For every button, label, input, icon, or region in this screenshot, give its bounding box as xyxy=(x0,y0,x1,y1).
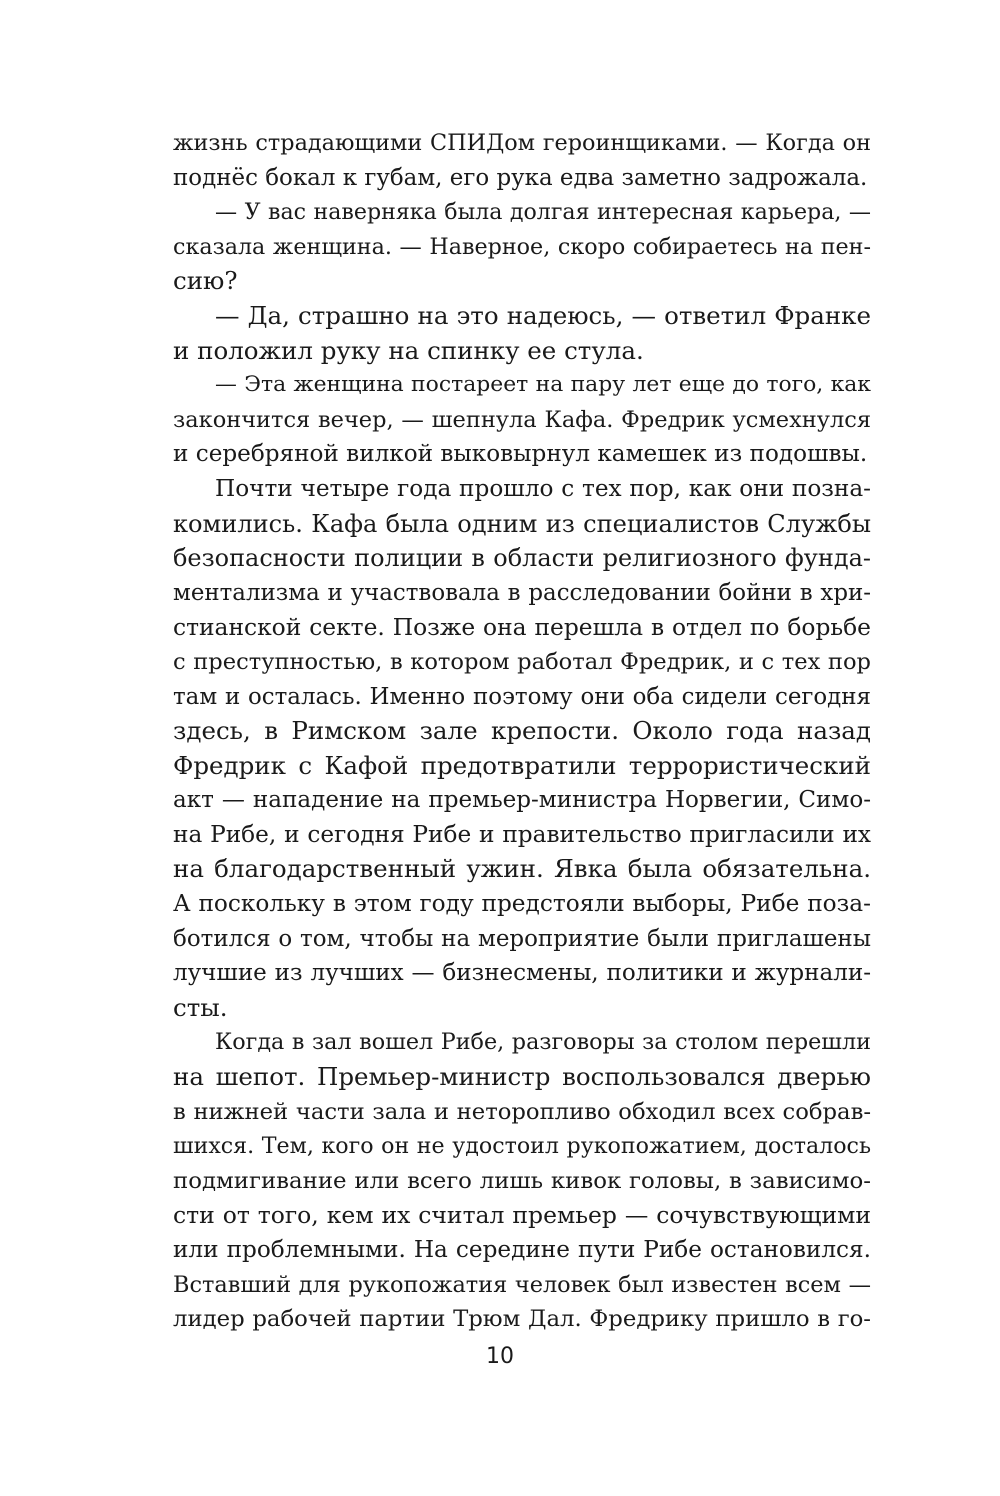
text-line: и серебряной вилкой выковырнул камешек из подошвы. xyxy=(173,441,868,468)
text-line: сти от того, кем их считал премьер — сочувствующими xyxy=(173,1201,871,1230)
page-number: 10 xyxy=(486,1344,514,1369)
text-line: Почти четыре года прошло с тех пор, как они позна- xyxy=(215,474,871,502)
text-line: — Эта женщина постареет на пару лет еще до того, как xyxy=(215,372,871,398)
text-line: лучшие из лучших — бизнесмены, политики и журнали- xyxy=(173,960,871,987)
text-line: — У вас наверняка была долгая интересная карьера, — xyxy=(215,199,871,226)
text-line: сказала женщина. — Наверное, скоро собираетесь на пен- xyxy=(173,233,871,260)
text-line: — Да, страшно на это надеюсь, — ответил Франке xyxy=(215,300,871,330)
text-line: сты. xyxy=(173,992,228,1022)
text-line: на Рибе, и сегодня Рибе и правительство пригласили их xyxy=(173,820,871,848)
text-line: в нижней части зала и неторопливо обходил всех собрав- xyxy=(173,1098,871,1125)
text-line: или проблемными. На середине пути Рибе остановился. xyxy=(173,1236,871,1263)
text-line: поднёс бокал к губам, его рука едва заметно задрожала. xyxy=(173,164,868,191)
text-line: здесь, в Римском зале крепости. Около года назад xyxy=(173,716,871,746)
body-text xyxy=(173,126,871,1337)
text-line: безопасности полиции в области религиозного фунда- xyxy=(173,544,871,573)
text-line: закончится вечер, — шепнула Кафа. Фредрик усмехнулся xyxy=(173,406,871,433)
text-line: Фредрик с Кафой предотвратили террористический xyxy=(173,750,871,780)
text-line: с преступностью, в котором работал Фредрик, и с тех пор xyxy=(173,648,871,675)
text-line: жизнь страдающими СПИДом героинщиками. — Когда он xyxy=(173,130,871,156)
text-line: Вставший для рукопожатия человек был известен всем — xyxy=(173,1271,871,1298)
text-line: сию? xyxy=(173,266,238,296)
text-line: ботился о том, чтобы на мероприятие были приглашены xyxy=(173,925,871,952)
text-line: на благодарственный ужин. Явка была обязательна. xyxy=(173,854,871,884)
text-line: ментализма и участвовала в расследовании бойни в хри- xyxy=(173,579,871,606)
text-line: акт — нападение на премьер-министра Норвегии, Симо- xyxy=(173,787,871,814)
text-line: лидер рабочей партии Трюм Дал. Фредрику пришло в го- xyxy=(173,1306,871,1333)
text-line: подмигивание или всего лишь кивок головы, в зависимо- xyxy=(173,1167,871,1194)
text-line: Когда в зал вошел Рибе, разговоры за столом перешли xyxy=(215,1029,871,1056)
text-line: там и осталась. Именно поэтому они оба сидели сегодня xyxy=(173,683,871,710)
text-line: А поскольку в этом году предстояли выборы, Рибе поза- xyxy=(173,890,871,918)
text-line: стианской секте. Позже она перешла в отдел по борьбе xyxy=(173,613,871,642)
text-line: комились. Кафа была одним из специалистов Службы xyxy=(173,509,871,538)
text-line: и положил руку на спинку ее стула. xyxy=(173,335,644,365)
text-line: шихся. Тем, кого он не удостоил рукопожатием, досталось xyxy=(173,1133,871,1160)
text-line: на шепот. Премьер-министр воспользовался дверью xyxy=(173,1062,871,1092)
